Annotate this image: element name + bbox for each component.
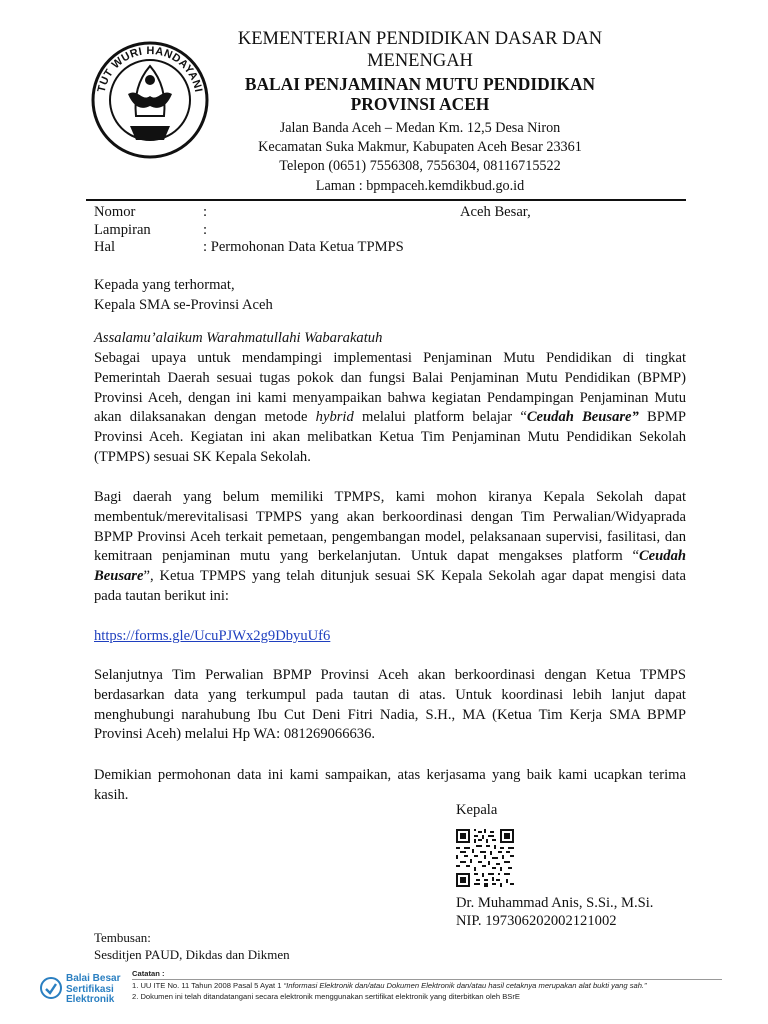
- greeting: Assalamu’alaikum Warahmatullahi Wabarakatuh: [94, 330, 383, 346]
- form-link-row: [94, 627, 686, 647]
- para1-line: (TPMPS) sesuai SK Kepala Sekolah.: [94, 448, 311, 465]
- para2-line: pada tautan berikut ini:: [94, 587, 229, 604]
- qr-code-icon: [456, 829, 514, 887]
- para1-text: BPMP: [638, 409, 686, 426]
- institution-name-line1: BALAI PENJAMINAN MUTU PENDIDIKAN: [244, 74, 596, 94]
- lampiran-label: Lampiran: [94, 221, 151, 238]
- footer-notes: [132, 968, 722, 1002]
- paragraph-4: [94, 766, 686, 806]
- para1-line: Provinsi Aceh. Kegiatan ini akan melibatkan Ketua Tim Penjaminan Mutu Pendidikan Sekolah: [94, 429, 686, 446]
- recipient-line-2: Kepala SMA se-Provinsi Aceh: [94, 296, 273, 313]
- address-line-1: Jalan Banda Aceh – Medan Km. 12,5 Desa Niron: [279, 120, 561, 136]
- hal-value: : Permohonan Data Ketua TPMPS: [203, 239, 404, 255]
- note-1-quote: “Informasi Elektronik dan/atau Dokumen Elektronik dan/atau hasil cetaknya merupakan alat bukti yang sah.”: [283, 981, 647, 990]
- tembusan-label: Tembusan:: [94, 930, 151, 945]
- para4-line: kasih.: [94, 786, 129, 803]
- paragraph-2: [94, 488, 686, 607]
- para1-line: Sebagai upaya untuk mendampingi implementasi Penjaminan Mutu Pendidikan di tingkat: [94, 350, 686, 366]
- website-line: Laman : bpmpaceh.kemdikbud.go.id: [315, 177, 525, 194]
- institution-name-line2: PROVINSI ACEH: [350, 94, 490, 114]
- para1-text: melalui platform belajar “: [353, 409, 527, 426]
- para1-text: akan dilaksanakan dengan metode: [94, 409, 316, 426]
- para1-line: [94, 408, 686, 428]
- bsre-name: [66, 974, 120, 1006]
- hybrid-term: hybrid: [315, 409, 354, 426]
- logo-motto: TUT WURI HANDAYANI: [95, 44, 205, 94]
- recipient-line-1: Kepada yang terhormat,: [94, 277, 235, 293]
- para2-line: [94, 547, 686, 567]
- platform-name: Beusare: [94, 568, 144, 585]
- bsre-line: Sertifikasi: [66, 983, 114, 995]
- platform-name: Ceudah Beusare”: [526, 409, 639, 426]
- letter-place-date: Aceh Besar,: [460, 204, 531, 220]
- letterhead: [230, 28, 610, 196]
- note-2: 2. Dokumen ini telah ditandatangani secara elektronik menggunakan sertifikat elektronik yang diterbitkan oleh BSrE: [132, 992, 520, 1001]
- para2-text: kemitraan penjaminan mutu yang berkelanjutan. Untuk dapat mengakses platform “: [94, 548, 639, 565]
- lampiran-colon: :: [203, 221, 208, 238]
- note-1-ref: 1. UU ITE No. 11 Tahun 2008 Pasal 5 Ayat 1: [132, 981, 284, 990]
- para2-text: ”, Ketua TPMPS yang telah ditunjuk sesuai SK Kepala Sekolah agar dapat mengisi data: [143, 568, 686, 585]
- letterhead-divider: [86, 199, 686, 201]
- catatan-label: Catatan :: [132, 969, 165, 978]
- google-form-link[interactable]: https://forms.gle/UcuPJWx2g9DbyuUf6: [94, 628, 331, 644]
- note-1: [132, 979, 722, 991]
- bsre-line: Elektronik: [66, 994, 115, 1005]
- para2-line: membentuk/merevitalisasi TPMPS yang akan berkoordinasi dengan Tim Perwalian/Widyaprada: [94, 508, 686, 525]
- nomor-colon: :: [203, 204, 208, 220]
- nomor-label: Nomor: [94, 204, 136, 220]
- bsre-logo-icon: [40, 977, 62, 999]
- paragraph-1: [94, 349, 686, 468]
- para3-line: Selanjutnya Tim Perwalian BPMP Provinsi Aceh akan berkoordinasi dengan Ketua TPMPS: [94, 667, 686, 683]
- recipient-block: [94, 276, 686, 316]
- paragraph-3: [94, 666, 686, 745]
- signer-name: Dr. Muhammad Anis, S.Si., M.Si.: [456, 895, 654, 911]
- para2-line: Bagi daerah yang belum memiliki TPMPS, kami mohon kiranya Kepala Sekolah dapat: [94, 489, 686, 505]
- para3-line: berdasarkan data yang terkumpul pada tautan di atas. Untuk koordinasi lebih lanjut dapat: [94, 686, 686, 703]
- tut-wuri-handayani-logo-icon: [90, 36, 210, 164]
- letter-meta: [94, 203, 684, 256]
- address-line-2: Kecamatan Suka Makmur, Kabupaten Aceh Besar 23361: [258, 139, 582, 156]
- signer-nip: NIP. 197306202002121002: [456, 913, 617, 929]
- hal-label: Hal: [94, 239, 116, 255]
- para3-line: menghubungi narahubung Ibu Cut Deni Fitri Nadia, S.H., MA (Ketua Tim Kerja SMA BPMP: [94, 706, 686, 723]
- para4-line: Demikian permohonan data ini kami sampaikan, atas kerjasama yang baik kami ucapkan terima: [94, 767, 686, 783]
- tembusan-item: Sesditjen PAUD, Dikdas dan Dikmen: [94, 947, 290, 962]
- platform-name: Ceudah: [638, 548, 686, 565]
- signature-title: Kepala: [456, 802, 498, 818]
- para1-line: Pemerintah Daerah sesuai tugas pokok dan fungsi Balai Penjaminan Mutu Pendidikan (BPMP): [94, 369, 686, 386]
- para2-line: [94, 567, 686, 587]
- para3-line: Provinsi Aceh) melalui Hp WA: 081269066636.: [94, 726, 376, 743]
- phone-line: Telepon (0651) 7556308, 7556304, 08116715522: [279, 158, 561, 175]
- ministry-name: KEMENTERIAN PENDIDIKAN DASAR DAN MENENGAH: [237, 29, 603, 71]
- bsre-line: Balai Besar: [66, 973, 121, 984]
- para1-line: Provinsi Aceh, dengan ini kami menyampaikan bahwa kegiatan Pendampingan Penjaminan Mutu: [94, 389, 686, 406]
- para2-line: BPMP Provinsi Aceh terkait pemetaan, pengembangan model, pelaksanaan supervisi, fasilitasi, dan: [94, 528, 686, 545]
